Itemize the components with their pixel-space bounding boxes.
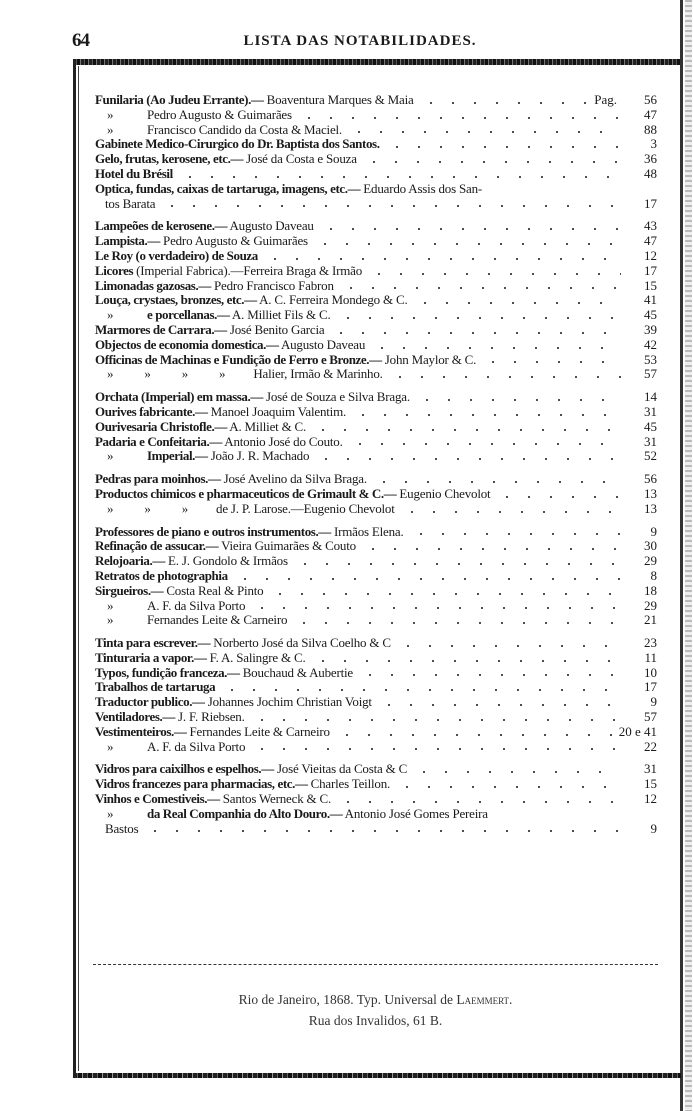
ditto-mark: »	[107, 307, 114, 323]
entry-name: José de Souza e Silva Braga.	[262, 389, 410, 405]
dot-leader	[348, 131, 621, 133]
entry-name: F. A. Salingre & C.	[206, 649, 306, 665]
entry-group	[95, 472, 657, 516]
entry-text	[95, 435, 343, 450]
footer-address: Rua dos Invalidos, 61 B.	[308, 1013, 443, 1028]
dot-leader	[349, 443, 621, 445]
entry-text	[95, 725, 330, 740]
list-item	[95, 569, 657, 584]
dot-leader	[396, 786, 621, 788]
entry-category: Orchata (Imperial) em massa.—	[95, 389, 263, 405]
entry-text	[95, 279, 334, 294]
list-item	[95, 137, 657, 152]
entry-name: A. F. da Silva Porto	[147, 597, 246, 613]
entry-name: Fernandes Leite & Carneiro	[147, 612, 288, 628]
page-reference: 21	[644, 612, 657, 628]
entry-text	[95, 219, 314, 234]
page-edge	[685, 0, 692, 1111]
list-item	[95, 123, 657, 138]
dot-leader	[330, 332, 621, 334]
page-reference: 13	[644, 485, 657, 501]
entry-text	[95, 666, 353, 681]
entry-name: Costa Real & Pinto	[163, 582, 264, 598]
dot-leader	[221, 689, 621, 691]
pag-label: Pag.	[594, 92, 617, 107]
entry-category: Louça, crystaes, bronzes, etc.—	[95, 292, 257, 308]
list-item	[95, 822, 657, 837]
entry-name: Fernandes Leite & Carneiro	[186, 723, 330, 739]
entry-text	[95, 695, 372, 710]
entry-text	[95, 182, 482, 197]
page-reference: 9	[650, 694, 657, 710]
list-item	[95, 338, 657, 353]
entry-category: Imperial.—	[147, 448, 208, 464]
entry-text	[95, 569, 228, 584]
entry-name: José Avelino da Silva Braga.	[220, 471, 367, 487]
entry-name: Johannes Jochim Christian Voigt	[204, 694, 372, 710]
entry-category: Lampista.—	[95, 233, 160, 249]
page-title: LISTA DAS NOTABILIDADES.	[243, 33, 477, 49]
list-item	[95, 293, 657, 308]
imprint-publisher: Laemmert.	[456, 992, 513, 1007]
dot-leader	[161, 205, 621, 207]
dot-leader	[234, 578, 621, 580]
entry-name: Pedro Augusto & Guimarães	[147, 106, 292, 122]
list-item	[95, 792, 657, 807]
list-item	[95, 725, 657, 740]
entry-category: Ourives fabricante.—	[95, 403, 208, 419]
ditto-mark: »	[107, 612, 114, 628]
dot-leader	[378, 704, 621, 706]
entry-name: John Maylor & C.	[381, 351, 477, 367]
entry-name: A. F. da Silva Porto	[147, 738, 246, 754]
list-item	[95, 740, 657, 755]
page-reference: 17	[644, 195, 657, 211]
entry-text	[95, 405, 346, 420]
frame-left	[73, 59, 76, 1077]
list-item	[95, 308, 657, 323]
entry-text	[95, 264, 362, 279]
entry-text	[95, 487, 490, 502]
entry-group	[95, 390, 657, 464]
page-reference: 14	[644, 389, 657, 405]
entry-name: A. Milliet & C.	[226, 418, 307, 434]
entry-category: e porcellanas.—	[147, 307, 230, 323]
list-item	[95, 599, 657, 614]
entry-name: Vieira Guimarães & Couto	[218, 538, 356, 554]
list-item	[95, 710, 657, 725]
entry-name: João J. R. Machado	[207, 448, 310, 464]
entry-category: Typos, fundição franceza.—	[95, 664, 240, 680]
entry-text	[95, 599, 245, 614]
page-reference: 15	[644, 776, 657, 792]
page-reference: 11	[644, 649, 657, 665]
entry-text	[95, 762, 407, 777]
entry-text	[95, 249, 258, 264]
entry-text	[95, 636, 391, 651]
entry-category: Gelo, frutas, kerosene, etc.—	[95, 151, 244, 167]
entry-name: Antonio José Gomes Pereira	[342, 805, 488, 821]
ditto-mark: »	[107, 121, 114, 137]
top-border	[73, 59, 681, 65]
entry-category: Padaria e Confeitaria.—	[95, 433, 222, 449]
frame-right	[680, 0, 683, 1111]
page-reference: 29	[644, 553, 657, 569]
dot-leader	[179, 176, 621, 178]
footer-rule	[93, 964, 658, 966]
entry-text	[95, 472, 367, 487]
entry-name: Eduardo Assis dos San-	[360, 180, 483, 196]
entry-text	[95, 197, 155, 212]
page-reference: 47	[644, 106, 657, 122]
dot-leader	[368, 273, 621, 275]
list-item	[95, 249, 657, 264]
list-item	[95, 539, 657, 554]
list-item	[95, 93, 657, 108]
list-item	[95, 167, 657, 182]
dot-leader	[312, 429, 621, 431]
list-item	[95, 762, 657, 777]
entry-name: (Imperial Fabrica).—Ferreira Braga & Irmão	[133, 262, 363, 278]
entry-text	[95, 167, 173, 182]
dot-leader	[298, 117, 621, 119]
dot-leader	[340, 287, 621, 289]
page-reference: 31	[644, 403, 657, 419]
list-item	[95, 502, 657, 517]
page-reference: 12	[644, 247, 657, 263]
dot-leader	[251, 748, 621, 750]
list-item	[95, 554, 657, 569]
entry-category: Relojoaria.—	[95, 553, 165, 569]
list-item	[95, 197, 657, 212]
entry-category: Hotel du Brésil	[95, 165, 173, 181]
list-item	[95, 435, 657, 450]
entry-category: Vidros para caixilhos e espelhos.—	[95, 761, 274, 777]
entry-name: Bouchaud & Aubertie	[239, 664, 353, 680]
page-reference: 15	[644, 277, 657, 293]
dot-leader	[352, 414, 621, 416]
entry-name: Antonio José do Couto.	[221, 433, 343, 449]
dot-leader	[363, 161, 621, 163]
entry-category: Ventiladores.—	[95, 709, 175, 725]
entry-text	[95, 108, 292, 123]
entry-name: Francisco Candido da Costa & Maciel.	[147, 121, 342, 137]
entry-text	[95, 539, 356, 554]
page-reference: 23	[644, 635, 657, 651]
dot-leader	[312, 660, 621, 662]
dot-leader	[389, 376, 621, 378]
page-reference: 22	[644, 738, 657, 754]
dot-leader	[337, 801, 621, 803]
entry-text	[95, 367, 383, 382]
entry-text	[95, 323, 324, 338]
page-reference: 45	[644, 418, 657, 434]
list-item	[95, 152, 657, 167]
page-reference: 53	[644, 351, 657, 367]
imprint-line-1: Rio de Janeiro, 1868. Typ. Universal de	[238, 992, 453, 1007]
entry-category: Optica, fundas, caixas de tartaruga, imagens, etc.—	[95, 180, 361, 196]
list-item	[95, 584, 657, 599]
entry-group	[95, 525, 657, 629]
entry-text	[95, 308, 331, 323]
entry-name: Manoel Joaquim Valentim.	[207, 403, 347, 419]
page-reference: 20 e 41	[618, 723, 657, 739]
list-item	[95, 420, 657, 435]
entry-text	[95, 293, 408, 308]
entry-text	[95, 613, 287, 628]
list-item	[95, 636, 657, 651]
entry-name: de J. P. Larose.—Eugenio Chevolot	[216, 500, 395, 516]
dot-leader	[373, 481, 621, 483]
entry-name: Augusto Daveau	[278, 336, 366, 352]
entry-text	[95, 792, 331, 807]
entry-category: Objectos de economia domestica.—	[95, 336, 279, 352]
page-reference: 41	[644, 292, 657, 308]
entry-name: Pedro Francisco Fabron	[210, 277, 334, 293]
list-item	[95, 234, 657, 249]
entry-category: Vestimenteiros.—	[95, 723, 187, 739]
dot-leader	[315, 458, 621, 460]
entry-name: Irmãos Elena.	[330, 523, 404, 539]
list-item	[95, 108, 657, 123]
entry-category: Refinação de assucar.—	[95, 538, 219, 554]
entry-category: Limonadas gazosas.—	[95, 277, 211, 293]
list-item	[95, 279, 657, 294]
page-reference: 30	[644, 538, 657, 554]
ditto-mark: »	[107, 738, 114, 754]
dot-leader	[269, 593, 621, 595]
entry-category: Licores	[95, 262, 134, 278]
entry-category: Professores de piano e outros instrumentos.—	[95, 523, 331, 539]
entry-group	[95, 762, 657, 836]
entry-text	[95, 651, 306, 666]
entry-continuation: Bastos	[105, 820, 139, 836]
entry-category: Officinas de Machinas e Fundição de Ferro e Bronze.—	[95, 351, 382, 367]
dot-leader	[144, 830, 621, 832]
entry-name: Augusto Daveau	[227, 218, 314, 234]
entry-category: Marmores de Carrara.—	[95, 321, 227, 337]
entry-text	[95, 93, 414, 108]
list-item	[95, 695, 657, 710]
entry-text	[95, 740, 245, 755]
list-item	[95, 777, 657, 792]
entry-name: José Vieitas da Costa & C	[273, 761, 408, 777]
page-reference: 10	[644, 664, 657, 680]
page-reference: 47	[644, 233, 657, 249]
entry-category: Lampeões de kerosene.—	[95, 218, 228, 234]
index-list	[95, 93, 657, 844]
dot-leader	[397, 645, 621, 647]
entry-text	[95, 420, 306, 435]
page-reference: 56	[644, 471, 657, 487]
page-reference: 56	[644, 92, 657, 107]
dot-leader	[420, 102, 589, 104]
dot-leader	[336, 734, 613, 736]
page-number: 64	[72, 30, 89, 51]
entry-category: Traductor publico.—	[95, 694, 205, 710]
entry-text	[95, 449, 309, 464]
entry-text	[95, 777, 390, 792]
dot-leader	[251, 607, 621, 609]
page-reference: 9	[650, 820, 657, 836]
entry-name: Halier, Irmão & Marinho.	[253, 366, 383, 382]
dot-leader	[371, 347, 621, 349]
list-item	[95, 666, 657, 681]
dot-leader	[414, 302, 622, 304]
entry-continuation: tos Barata	[105, 195, 156, 211]
entry-name: Charles Teillon.	[307, 776, 391, 792]
entry-text	[95, 390, 410, 405]
entry-category: Le Roy (o verdadeiro) de Souza	[95, 247, 258, 263]
dot-leader	[293, 622, 621, 624]
page-reference: 39	[644, 321, 657, 337]
entry-text	[95, 807, 488, 822]
page-reference: 31	[644, 433, 657, 449]
page-reference: 57	[644, 366, 657, 382]
page-reference: 18	[644, 582, 657, 598]
page-reference: 43	[644, 218, 657, 234]
page-reference: 42	[644, 336, 657, 352]
dot-leader	[401, 511, 621, 513]
dot-leader	[416, 399, 621, 401]
footer-imprint	[93, 992, 658, 1008]
page-reference: 17	[644, 262, 657, 278]
list-item	[95, 807, 657, 822]
dot-leader	[314, 243, 621, 245]
page-reference: 3	[650, 136, 657, 152]
list-item	[95, 323, 657, 338]
entry-name: Pedro Augusto & Guimarães	[159, 233, 308, 249]
entry-category: da Real Companhia do Alto Douro.—	[147, 805, 343, 821]
entry-text	[95, 525, 404, 540]
entry-text	[95, 338, 365, 353]
entry-category: Tinta para escrever.—	[95, 635, 211, 651]
ditto-mark: »	[107, 805, 114, 821]
entry-category: Sirgueiros.—	[95, 582, 164, 598]
page-reference: 29	[644, 597, 657, 613]
entry-name: J. F. Riebsen.	[175, 709, 245, 725]
page-reference: 13	[644, 500, 657, 516]
entry-category: Vinhos e Comestiveis.—	[95, 791, 220, 807]
entry-name: Boaventura Marques & Maia	[263, 92, 414, 107]
list-item	[95, 405, 657, 420]
frame-left-inner	[78, 66, 79, 1071]
entry-category: Pedras para moinhos.—	[95, 471, 221, 487]
entry-text	[95, 710, 245, 725]
page-reference: 31	[644, 761, 657, 777]
entry-text	[95, 502, 395, 517]
dot-leader	[496, 496, 621, 498]
page-reference: 52	[644, 448, 657, 464]
dot-leader	[413, 771, 621, 773]
page-reference: 9	[650, 523, 657, 539]
list-item	[95, 219, 657, 234]
entry-name: José Benito Garcia	[226, 321, 325, 337]
entry-text	[95, 584, 263, 599]
entry-text	[95, 137, 380, 152]
dot-leader	[264, 258, 621, 260]
ditto-marks: » » » »	[107, 366, 226, 382]
page-reference: 45	[644, 307, 657, 323]
dot-leader	[410, 533, 621, 535]
entry-text	[95, 353, 476, 368]
entry-text	[95, 680, 215, 695]
dot-leader	[359, 674, 621, 676]
list-item	[95, 487, 657, 502]
list-item	[95, 680, 657, 695]
entry-category: Ourivesaria Christofle.—	[95, 418, 227, 434]
ditto-mark: »	[107, 597, 114, 613]
page-reference: 8	[650, 567, 657, 583]
list-item	[95, 651, 657, 666]
dot-leader	[294, 563, 621, 565]
entry-name: Santos Werneck & C.	[219, 791, 332, 807]
ditto-marks: » » »	[107, 500, 189, 516]
entry-text	[95, 123, 342, 138]
dot-leader	[386, 146, 621, 148]
bottom-border	[73, 1073, 681, 1078]
ditto-mark: »	[107, 448, 114, 464]
list-item	[95, 353, 657, 368]
list-item	[95, 525, 657, 540]
dot-leader	[337, 317, 622, 319]
entry-text	[95, 234, 308, 249]
entry-name: E. J. Gondolo & Irmãos	[164, 553, 288, 569]
page-reference: 12	[644, 791, 657, 807]
page-reference: 48	[644, 165, 657, 181]
dot-leader	[251, 719, 621, 721]
entry-category: Retratos de photographia	[95, 567, 228, 583]
entry-group	[95, 219, 657, 382]
list-item	[95, 613, 657, 628]
dot-leader	[482, 361, 621, 363]
page-reference: 88	[644, 121, 657, 137]
list-item	[95, 449, 657, 464]
entry-category: Funilaria (Ao Judeu Errante).—	[95, 92, 264, 107]
entry-name: A. Milliet Fils & C.	[229, 307, 331, 323]
entry-text	[95, 152, 357, 167]
list-item	[95, 472, 657, 487]
entry-text	[95, 822, 138, 837]
entry-category: Tinturaria a vapor.—	[95, 649, 207, 665]
entry-category: Productos chimicos e pharmaceuticos de Grimault & C.—	[95, 485, 397, 501]
list-item	[95, 367, 657, 382]
list-item	[95, 182, 657, 197]
entry-name: José da Costa e Souza	[243, 151, 357, 167]
entry-name: Norberto José da Silva Coelho & C	[210, 635, 391, 651]
entry-category: Vidros francezes para pharmacias, etc.—	[95, 776, 308, 792]
page-reference: 17	[644, 679, 657, 695]
page-reference: 36	[644, 151, 657, 167]
dot-leader	[362, 548, 621, 550]
entry-text	[95, 554, 288, 569]
page-reference: 57	[644, 709, 657, 725]
entry-name: A. C. Ferreira Mondego & C.	[256, 292, 408, 308]
list-item	[95, 390, 657, 405]
entry-category: Trabalhos de tartaruga	[95, 679, 216, 695]
ditto-mark: »	[107, 106, 114, 122]
entry-name: Eugenio Chevolot	[396, 485, 491, 501]
list-item	[95, 264, 657, 279]
entry-group	[95, 636, 657, 754]
dot-leader	[320, 228, 621, 230]
entry-category: Gabinete Medico-Cirurgico do Dr. Baptista dos Santos.	[95, 136, 380, 152]
entry-group	[95, 93, 657, 211]
